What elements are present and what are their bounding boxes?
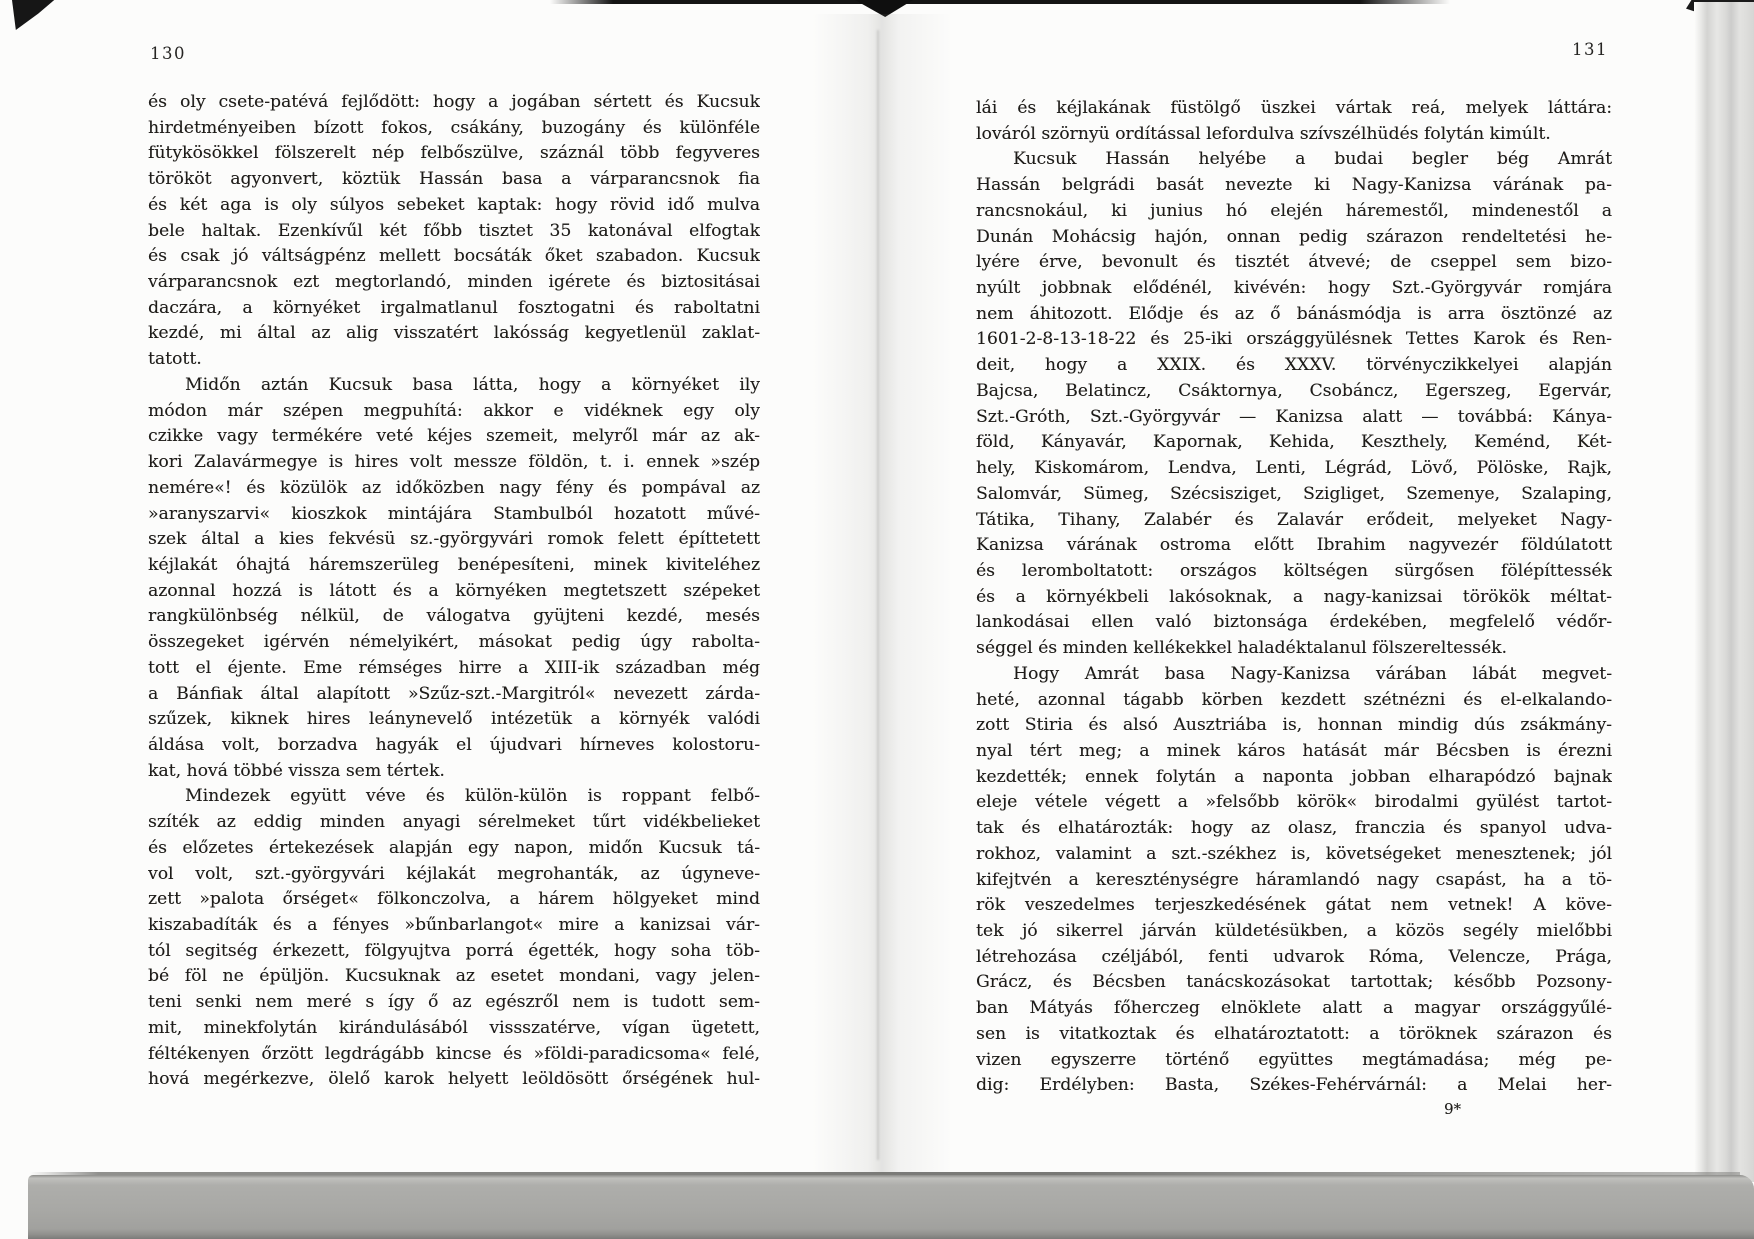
text-line: hová megérkezve, ölelő karok helyett leöldösött őrségének hul-: [148, 1069, 760, 1090]
text-line: Dunán Mohácsig hajón, onnan pedig szárazon rendeltetési he-: [976, 226, 1612, 247]
text-line: kori Zalavármegye is hires volt messze földön, t. i. ennek »szép: [148, 452, 760, 473]
text-line: tak és elhatározták: hogy az olasz, franczia és spanyol udva-: [976, 818, 1612, 839]
text-line: létrehozása czéljából, fenti udvarok Róma, Velencze, Prága,: [976, 946, 1612, 967]
gutter-crease-line: [877, 30, 879, 1160]
text-line: és csak jó váltságpénz mellett bocsáták őket szabadon. Kucsuk: [148, 246, 760, 267]
page-number-right: 131: [1572, 40, 1608, 59]
text-line: bé föl ne épüljön. Kucsuknak az esetet mondani, vagy jelen-: [148, 966, 760, 987]
text-line: kiszabadíták és a fényes »bűnbarlangot« mire a kanizsai vár-: [148, 915, 760, 935]
text-line: Szt.-Gróth, Szt.-Györgyvár — Kanizsa alatt — továbbá: Kánya-: [976, 406, 1612, 427]
page-number-left: 130: [150, 44, 186, 63]
text-line: féltékenyen őrzött legdrágább kincse és »földi-paradicsoma« felé,: [148, 1043, 760, 1064]
book-bottom-cover: [28, 1175, 1754, 1239]
text-line: mit, minekfolytán kirándulásából vissszatérve, vígan ügetett,: [148, 1017, 760, 1038]
text-line: a Bánfiak által alapított »Szűz-szt.-Margitról« nevezett zárda-: [148, 683, 760, 704]
text-line: Kanizsa várának ostroma előtt Ibrahim nagyvezér földúlatott: [976, 535, 1612, 556]
text-line: nyúlt jobbnak elődénél, kivévén: hogy Szt.-Györgyvár romjára: [976, 278, 1612, 299]
text-line: azonnal hozzá is látott és a környéken megtetszett szépeket: [148, 580, 760, 601]
text-line: törököt agyonvert, köztük Hassán basa a várparancsnok fia: [148, 169, 760, 190]
text-line: kezdé, mi által az alig visszatért lakósság kegyetlenül zaklat-: [148, 323, 760, 344]
text-line: és előzetes értekezések alapján egy napon, midőn Kucsuk tá-: [148, 837, 760, 858]
text-line: szek által a kies fekvésü sz.-györgyvári romok felett építtetett: [148, 529, 760, 550]
text-block-right: [976, 96, 1612, 1099]
text-line: tott el éjente. Eme rémséges hirre a XIII-ik században még: [148, 657, 760, 678]
text-line: Salomvár, Sümeg, Szécsisziget, Szigliget, Szemenye, Szalaping,: [976, 483, 1612, 504]
text-line: kezdették; ennek folytán a naponta jobban elharapódzó bajnak: [976, 766, 1612, 787]
text-line: daczára, a környéket irgalmatlanul fosztogatni és raboltatni: [148, 297, 760, 318]
text-line: lyére érve, bevonult és tisztét átvevé; de cseppel sem bizo-: [976, 252, 1612, 273]
text-line: czikke vagy termékére veté kéjes szemeit, melyről már az ak-: [148, 426, 760, 447]
book-gutter-shadow: [812, 14, 952, 1174]
text-line: Midőn aztán Kucsuk basa látta, hogy a környéket ily: [185, 374, 760, 395]
text-line: hirdetményeiben bízott fokos, csákány, buzogány és különféle: [148, 117, 760, 138]
text-line: tól segitség érkezett, fölgyujtva porrá égették, hogy soha töb-: [148, 940, 760, 961]
book-cover-top-edge: [550, 0, 1450, 4]
text-line: lankodásai ellen való biztonsága érdekében, megfelelő védőr-: [976, 612, 1612, 633]
text-line: rokhoz, valamint a szt.-székhez is, követségeket menesztenek; jól: [976, 843, 1612, 864]
text-line: heté, azonnal tágabb körben kezdett szétnézni és el-elkalando-: [976, 689, 1612, 710]
text-line: vizen egyszerre történő együttes megtámadása; még pe-: [976, 1049, 1612, 1070]
text-line: szűzek, kiknek hires leánynevelő intézetük a környék valódi: [148, 709, 760, 730]
text-line: tek jó sikerrel járván küldetésükben, a közös segély mielőbbi: [976, 921, 1612, 941]
text-line: rangkülönbség nélkül, de válogatva gyüjteni kezdé, mesés: [148, 606, 760, 627]
text-line: tatott.: [148, 349, 202, 370]
text-line: összegeket igérvén némelyikért, másokat pedig úgy rabolta-: [148, 632, 760, 653]
text-line: Hassán belgrádi basát nevezte ki Nagy-Kanizsa várának pa-: [976, 175, 1612, 196]
text-line: sen is vitatkoztak és elhatároztatott: a töröknek szárazon és: [976, 1023, 1612, 1044]
page-edge-stack-right: [1694, 2, 1754, 1182]
text-line: rancsnokául, ki junius hó elején háremestől, mindenestől a: [976, 200, 1612, 221]
text-line: séggel és minden kellékekkel haladéktalanul fölszereltessék.: [976, 638, 1508, 659]
text-line: kéjlakát óhajtá háremszerüleg benépesíteni, minek kiviteléhez: [148, 554, 760, 575]
text-line: vol volt, szt.-györgyvári kéjlakát megrohanták, az úgyneve-: [148, 863, 760, 884]
text-line: lováról szörnyü ordítással lefordulva szívszélhüdés folytán kimúlt.: [976, 123, 1551, 144]
text-line: Tátika, Tihany, Zalabér és Zalavár erődeit, melyeket Nagy-: [976, 509, 1612, 530]
text-line: Mindezek együtt véve és külön-külön is roppant felbő-: [185, 786, 760, 807]
text-line: »aranyszarvi« kioszkok mintájára Stambulból hozatott művé-: [148, 503, 760, 524]
text-line: Grácz, és Bécsben tanácskozásokat tartottak; később Pozsony-: [976, 972, 1612, 993]
text-line: föld, Kányavár, Kapornak, Kehida, Keszthely, Keménd, Két-: [976, 432, 1612, 453]
text-line: zett »palota őrséget« fölkonczolva, a hárem hölgyeket mind: [148, 889, 760, 910]
text-line: ban Mátyás főherczeg elnöklete alatt a magyar országgyűlé-: [976, 998, 1612, 1019]
text-line: szíték az eddig minden anyagi sérelmeket tűrt vidékbelieket: [148, 812, 760, 833]
text-line: és leromboltatott: országos költségen sürgősen fölépíttessék: [976, 560, 1612, 581]
text-line: várparancsnok ezt megtorlandó, minden igérete és biztositásai: [148, 272, 760, 293]
text-line: nemére«! és közülök az időközben nagy fény és pompával az: [148, 477, 760, 498]
text-line: nem áhitozott. Elődje és az ő bánásmódja is arra ösztönzé az: [976, 303, 1612, 324]
text-line: és a környékbeli lakósoknak, a nagy-kanizsai törökök méltat-: [976, 586, 1612, 607]
signature-mark: 9*: [1444, 1100, 1462, 1118]
text-line: eleje vétele végett a »felsőbb körök« birodalmi gyülést tartot-: [976, 792, 1612, 813]
text-line: 1601-2-8-13-18-22 és 25-iki országgyülésnek Tettes Karok és Ren-: [976, 329, 1612, 350]
text-line: rök veszedelmes terjeszkedésének gátat nem vetnek! A köve-: [976, 895, 1612, 916]
text-line: hely, Kiskomárom, Lendva, Lenti, Légrád, Lövő, Pölöske, Rajk,: [976, 458, 1612, 479]
page-edge-stack-left: [6, 4, 64, 1176]
text-line: módon már szépen megpuhítá: akkor e vidéknek egy oly: [148, 400, 760, 421]
text-line: bele haltak. Ezenkívűl két főbb tisztet 35 katonával elfogtak: [148, 220, 760, 241]
text-line: deit, hogy a XXIX. és XXXV. törvényczikkelyei alapján: [976, 355, 1612, 376]
text-block-left: [148, 90, 760, 1093]
text-line: lái és kéjlakának füstölgő üszkei vártak reá, melyek láttára:: [976, 98, 1612, 118]
text-line: Kucsuk Hassán helyébe a budai begler bég Amrát: [1013, 149, 1612, 170]
text-line: nyal tért meg; a minek káros hatását már Bécsben is érezni: [976, 740, 1612, 761]
text-line: kat, hová többé vissza sem tértek.: [148, 760, 445, 781]
text-line: kifejtvén a kereszténységre háramlandó nagy csapást, ha a tö-: [976, 869, 1612, 890]
text-line: fütykösökkel fölszerelt nép felbőszülve, száznál több fegyveres: [148, 143, 760, 164]
text-line: zott Stiria és alsó Ausztriába is, honnan mindig dús zsákmány-: [976, 715, 1612, 736]
text-line: áldása volt, borzadva hagyák el újudvari hírneves kolostoru-: [148, 734, 760, 755]
text-line: dig: Erdélyben: Basta, Székes-Fehérvárnál: a Melai her-: [976, 1075, 1612, 1096]
text-line: Bajcsa, Belatincz, Csáktornya, Csobáncz, Egerszeg, Egervár,: [976, 380, 1612, 401]
text-line: és két aga is oly súlyos sebeket kaptak: hogy rövid idő mulva: [148, 194, 760, 215]
text-line: Hogy Amrát basa Nagy-Kanizsa várában lábát megvet-: [1013, 663, 1612, 684]
text-line: teni senki nem meré s így ő az egészről nem is tudott sem-: [148, 992, 760, 1013]
text-line: és oly csete-patévá fejlődött: hogy a jogában sértett és Kucsuk: [148, 92, 760, 112]
